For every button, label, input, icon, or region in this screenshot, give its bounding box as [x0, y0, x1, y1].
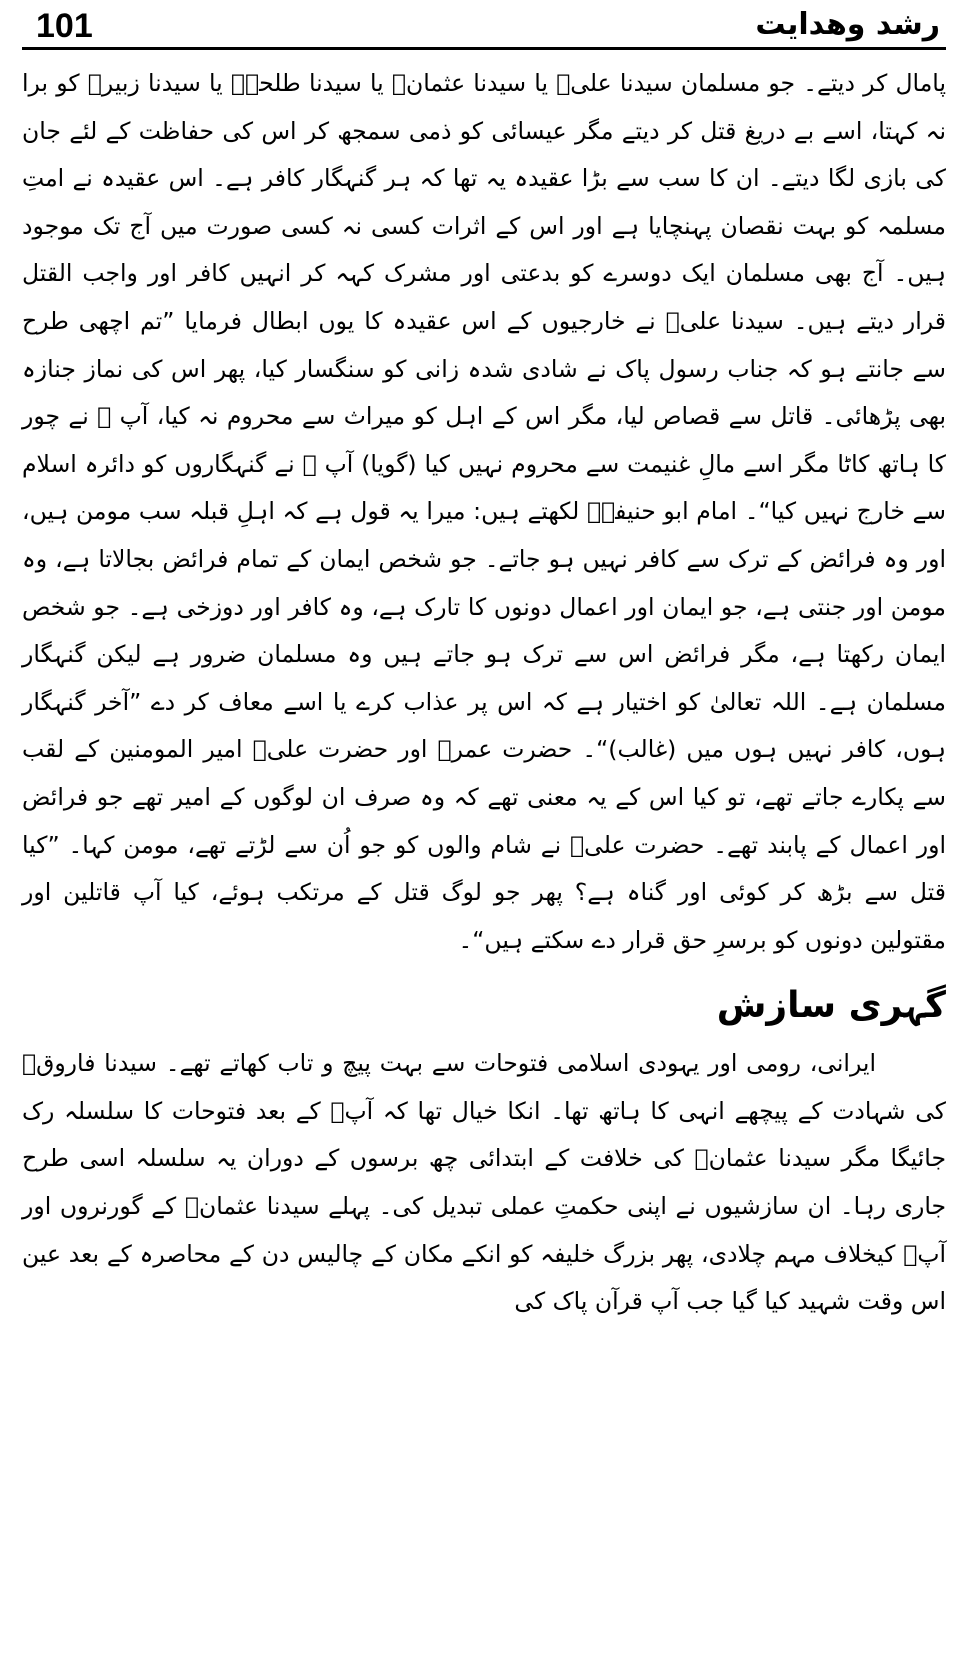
paragraph-2: ایرانی، رومی اور یہودی اسلامی فتوحات سے بہت پیچ و تاب کھاتے تھے۔ سیدنا فاروقؓ کی شہادت کے پیچھے انہی کا ہاتھ تھا۔ انکا خیال تھا کہ آپؓ کے بعد فتوحات کا سلسلہ رک جائیگا مگر سیدنا عثمانؓ کی خلافت کے ابتدائی چھ برسوں کے دوران یہ سلسلہ اسی طرح جاری رہا۔ ان سازشیوں نے اپنی حکمتِ عملی تبدیل کی۔ پہلے سیدنا عثمانؓ کے گورنروں اور آپؓ کیخلاف مہم چلادی، پھر بزرگ خلیفہ کو انکے مکان کے چالیس دن کے محاصرہ کے بعد عین اس وقت شہید کیا گیا جب آپ قرآن پاک کی — [22, 1049, 946, 1316]
running-title: رشد وھدایت — [755, 7, 940, 42]
page-number: 101 — [36, 7, 93, 45]
body-text — [22, 60, 946, 1326]
section-heading: گہری سازش — [716, 985, 946, 1027]
page-header — [22, 4, 946, 50]
paragraph-1: پامال کر دیتے۔ جو مسلمان سیدنا علیؓ یا سیدنا عثمانؓ یا سیدنا طلحہؓ یا سیدنا زبیرؓ کو برا نہ کہتا، اسے بے دریغ قتل کر دیتے مگر عیسائی کو ذمی سمجھ کر اس کی حفاظت کے لئے جان کی بازی لگا دیتے۔ ان کا سب سے بڑا عقیدہ یہ تھا کہ ہر گنہگار کافر ہے۔ اس عقیدہ نے امتِ مسلمہ کو بہت نقصان پہنچایا ہے اور اس کے اثرات کسی نہ کسی صورت میں آج تک موجود ہیں۔ آج بھی مسلمان ایک دوسرے کو بدعتی اور مشرک کہہ کر انہیں کافر اور واجب القتل قرار دیتے ہیں۔ سیدنا علیؓ نے خارجیوں کے اس عقیدہ کا یوں ابطال فرمایا ”تم اچھی طرح سے جانتے ہو کہ جناب رسول پاک نے شادی شدہ زانی کو سنگسار کیا، پھر اس کی نماز جنازہ بھی پڑھائی۔ قاتل سے قصاص لیا، مگر اس کے اہل کو میراث سے محروم نہ کیا، آپ ﷺ نے چور کا ہاتھ کاٹا مگر اسے مالِ غنیمت سے محروم نہیں کیا (گویا) آپ ﷺ نے گنہگاروں کو دائرہ اسلام سے خارج نہیں کیا“۔ امام ابو حنیفہؒ لکھتے ہیں: میرا یہ قول ہے کہ اہلِ قبلہ سب مومن ہیں، اور وہ فرائض کے ترک سے کافر نہیں ہو جاتے۔ جو شخص ایمان کے تمام فرائض بجالاتا ہے، وہ مومن اور جنتی ہے، جو ایمان اور اعمال دونوں کا تارک ہے، وہ کافر اور دوزخی ہے۔ جو شخص ایمان رکھتا ہے، مگر فرائض اس سے ترک ہو جاتے ہیں وہ مسلمان ضرور ہے لیکن گنہگار مسلمان ہے۔ اللہ تعالیٰ کو اختیار ہے کہ اس پر عذاب کرے یا اسے معاف کر دے ”آخر گنہگار ہوں، کافر نہیں ہوں میں (غالب)“۔ حضرت عمرؓ اور حضرت علیؓ امیر المومنین کے لقب سے پکارے جاتے تھے، تو کیا اس کے یہ معنی تھے کہ وہ صرف ان لوگوں کے امیر تھے جو فرائض اور اعمال کے پابند تھے۔ حضرت علیؓ نے شام والوں کو جو اُن سے لڑتے تھے، مومن کہا۔ ”کیا قتل سے بڑھ کر کوئی اور گناہ ہے؟ پھر جو لوگ قتل کے مرتکب ہوئے، کیا آپ قاتلین اور مقتولین دونوں کو برسرِ حق قرار دے سکتے ہیں“۔ — [22, 69, 946, 954]
header-rule — [22, 47, 946, 50]
